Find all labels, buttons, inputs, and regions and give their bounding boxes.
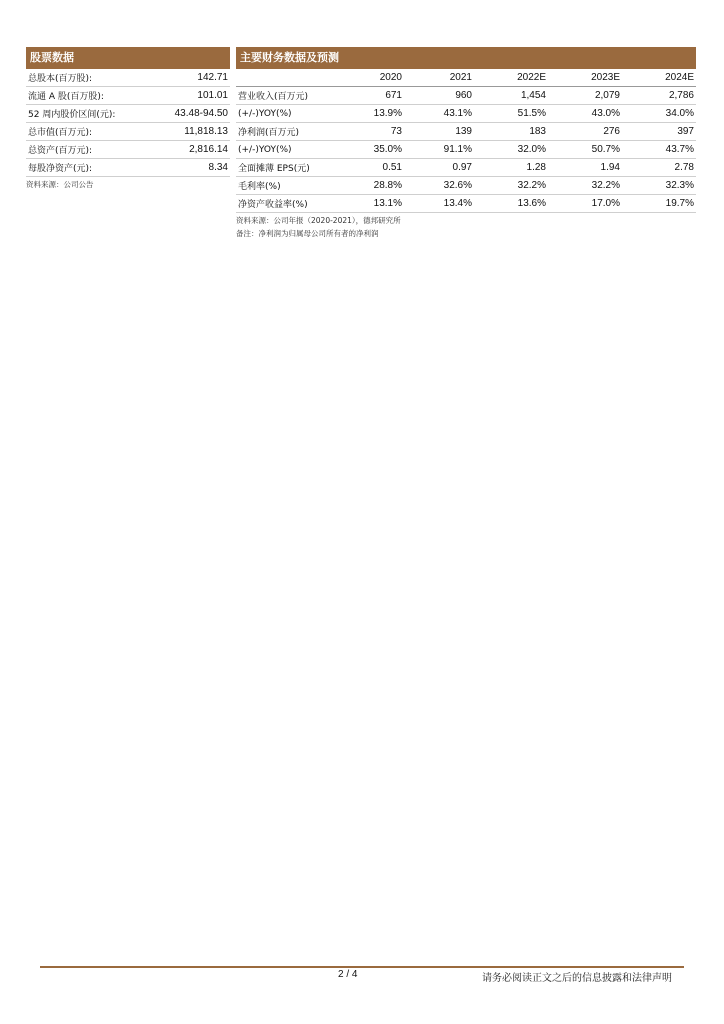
row-label: 总股本(百万股): [26, 69, 151, 87]
cell: 43.0% [548, 105, 622, 123]
row-label: (+/-)YOY(%) [236, 141, 334, 159]
year-header: 2023E [548, 69, 622, 87]
row-value: 43.48-94.50 [151, 105, 230, 123]
cell: 43.1% [404, 105, 474, 123]
cell: 671 [334, 87, 404, 105]
stock-data-panel [26, 47, 230, 190]
cell: 32.0% [474, 141, 548, 159]
table-row [236, 105, 696, 123]
financials-panel [236, 47, 696, 239]
table-row [236, 195, 696, 213]
cell: 397 [622, 123, 696, 141]
table-row [236, 123, 696, 141]
table-row [26, 141, 230, 159]
cell: 2.78 [622, 159, 696, 177]
cell: 13.6% [474, 195, 548, 213]
financials-table [236, 69, 696, 213]
cell: 91.1% [404, 141, 474, 159]
row-label: 总资产(百万元): [26, 141, 151, 159]
row-value: 101.01 [151, 87, 230, 105]
cell: 1,454 [474, 87, 548, 105]
row-label: 总市值(百万元): [26, 123, 151, 141]
row-label: (+/-)YOY(%) [236, 105, 334, 123]
cell: 32.3% [622, 177, 696, 195]
cell: 43.7% [622, 141, 696, 159]
cell: 50.7% [548, 141, 622, 159]
year-header-row [236, 69, 696, 87]
stock-data-source: 资料来源：公司公告 [26, 180, 94, 189]
cell: 0.51 [334, 159, 404, 177]
cell: 2,786 [622, 87, 696, 105]
financials-title: 主要财务数据及预测 [236, 47, 696, 69]
table-row [26, 123, 230, 141]
row-label: 每股净资产(元): [26, 159, 151, 177]
row-label: 营业收入(百万元) [236, 87, 334, 105]
row-label: 毛利率(%) [236, 177, 334, 195]
cell: 1.28 [474, 159, 548, 177]
year-header-blank [236, 69, 334, 87]
footer-divider [40, 966, 684, 968]
row-label: 52 周内股价区间(元): [26, 105, 151, 123]
row-label: 净利润(百万元) [236, 123, 334, 141]
table-row [26, 105, 230, 123]
cell: 13.1% [334, 195, 404, 213]
table-row [236, 177, 696, 195]
cell: 34.0% [622, 105, 696, 123]
financials-note: 备注：净利润为归属母公司所有者的净利润 [236, 229, 379, 238]
cell: 32.6% [404, 177, 474, 195]
cell: 73 [334, 123, 404, 141]
cell: 32.2% [474, 177, 548, 195]
table-row [26, 87, 230, 105]
cell: 32.2% [548, 177, 622, 195]
year-header: 2024E [622, 69, 696, 87]
table-row [26, 69, 230, 87]
stock-data-title: 股票数据 [26, 47, 230, 69]
row-label: 净资产收益率(%) [236, 195, 334, 213]
cell: 183 [474, 123, 548, 141]
financials-source: 资料来源：公司年报（2020-2021），德邦研究所 [236, 216, 401, 225]
stock-data-table [26, 69, 230, 177]
cell: 19.7% [622, 195, 696, 213]
legal-notice: 请务必阅读正文之后的信息披露和法律声明 [482, 973, 672, 984]
table-row [236, 87, 696, 105]
cell: 960 [404, 87, 474, 105]
row-label: 流通 A 股(百万股): [26, 87, 151, 105]
cell: 139 [404, 123, 474, 141]
year-header: 2022E [474, 69, 548, 87]
table-row [236, 141, 696, 159]
page-number: 2 / 4 [338, 969, 358, 980]
row-label: 全面摊薄 EPS(元) [236, 159, 334, 177]
row-value: 8.34 [151, 159, 230, 177]
table-row [26, 159, 230, 177]
table-row [236, 159, 696, 177]
cell: 13.9% [334, 105, 404, 123]
cell: 13.4% [404, 195, 474, 213]
cell: 276 [548, 123, 622, 141]
year-header: 2021 [404, 69, 474, 87]
cell: 2,079 [548, 87, 622, 105]
cell: 17.0% [548, 195, 622, 213]
year-header: 2020 [334, 69, 404, 87]
cell: 35.0% [334, 141, 404, 159]
row-value: 142.71 [151, 69, 230, 87]
cell: 1.94 [548, 159, 622, 177]
cell: 0.97 [404, 159, 474, 177]
cell: 51.5% [474, 105, 548, 123]
cell: 28.8% [334, 177, 404, 195]
row-value: 2,816.14 [151, 141, 230, 159]
row-value: 11,818.13 [151, 123, 230, 141]
